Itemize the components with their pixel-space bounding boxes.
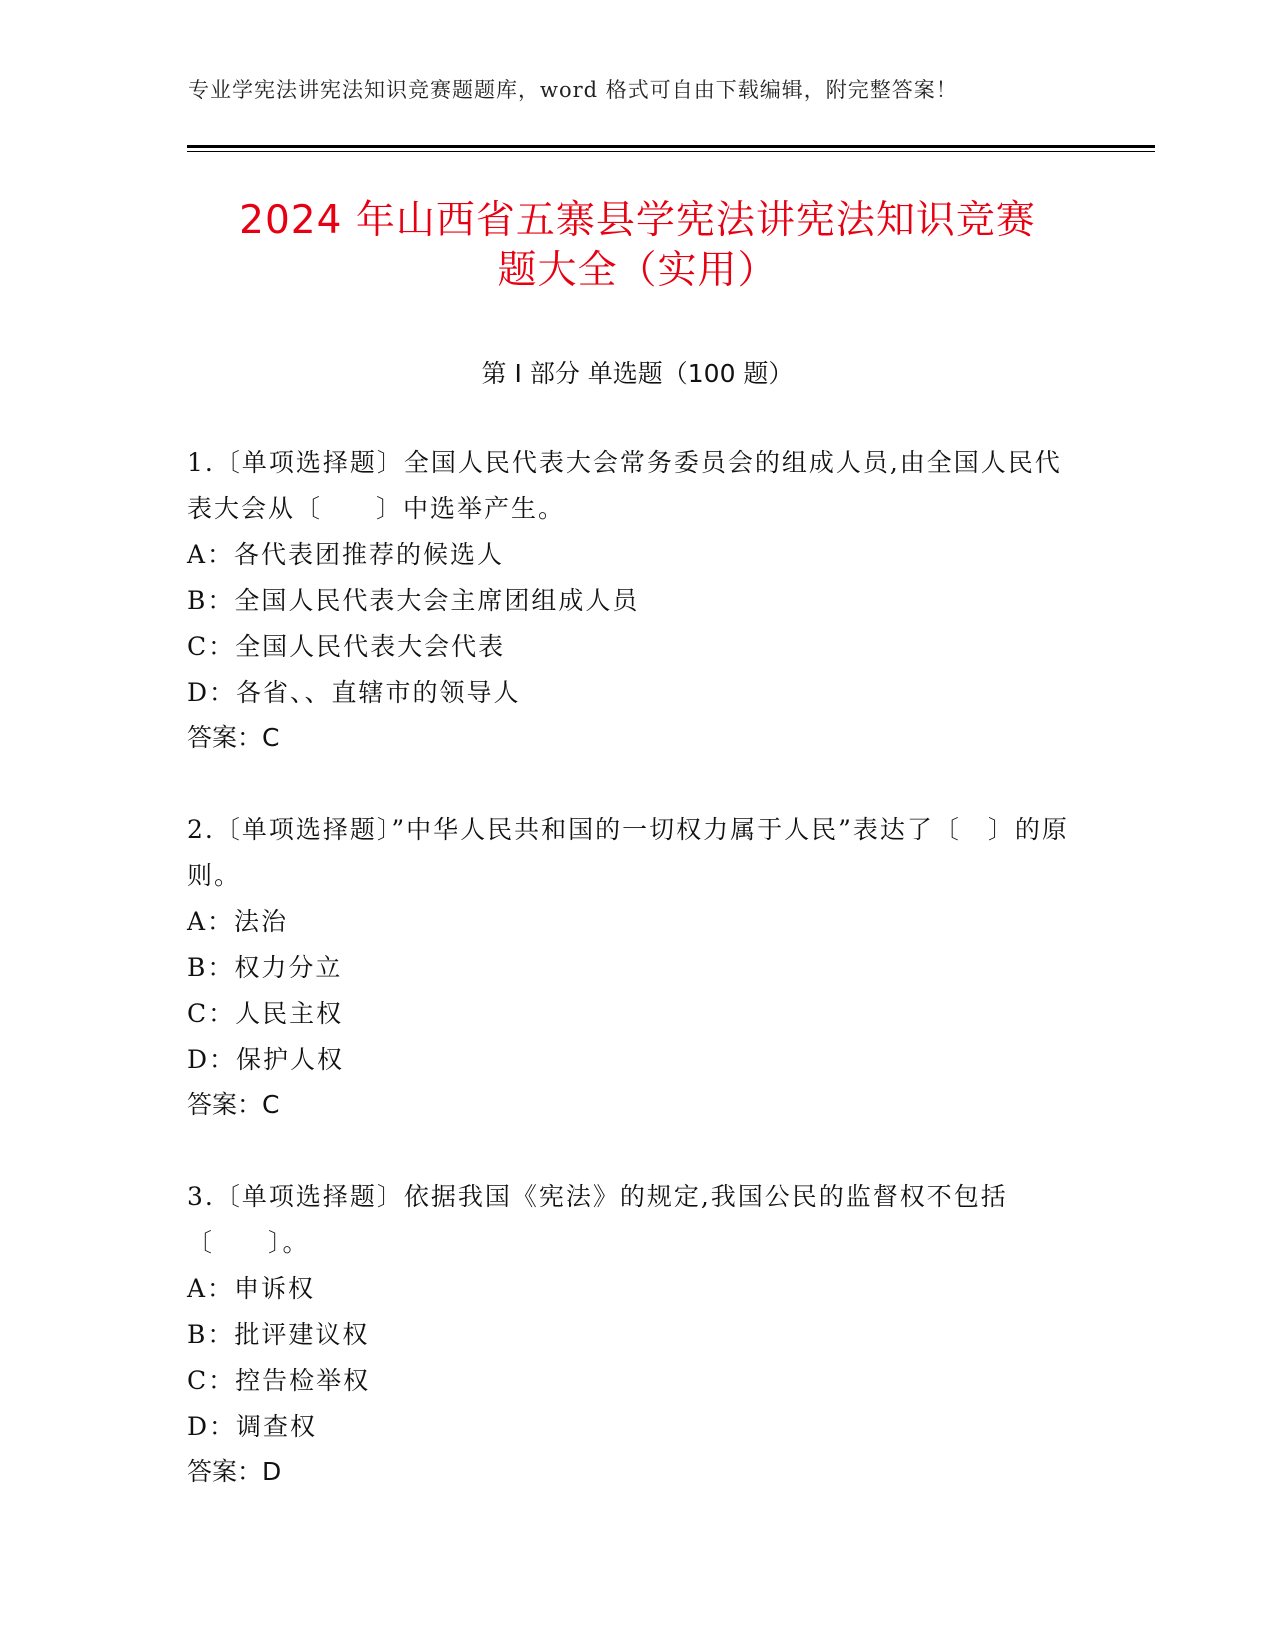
document-title-line-1: 2024 年山西省五寨县学宪法讲宪法知识竞赛	[239, 198, 1036, 243]
header-note: 专业学宪法讲宪法知识竞赛题题库，word 格式可自由下载编辑，附完整答案！	[188, 78, 958, 102]
answer: 答案：C	[187, 1090, 280, 1119]
question-stem: 3.〔单项选择题〕依据我国《宪法》的规定,我国公民的监督权不包括〔 〕。	[187, 1182, 1008, 1257]
option-d: D：各省、、直辖市的领导人	[187, 678, 521, 707]
option-a: A：法治	[187, 907, 289, 936]
option-d: D：调查权	[187, 1412, 318, 1441]
question-1	[187, 440, 1087, 760]
option-d: D：保护人权	[187, 1045, 345, 1074]
option-a: A：各代表团推荐的候选人	[187, 540, 505, 569]
question-3	[187, 1174, 1087, 1494]
option-b: B：全国人民代表大会主席团组成人员	[187, 586, 640, 615]
option-b: B：权力分立	[187, 953, 343, 982]
document-title-line-2: 题大全（实用）	[497, 248, 778, 293]
option-a: A：申诉权	[187, 1274, 316, 1303]
option-c: C：全国人民代表大会代表	[187, 632, 506, 661]
document-title	[140, 196, 1135, 296]
section-heading: 第 I 部分 单选题（100 题）	[481, 359, 794, 388]
option-c: C：控告检举权	[187, 1366, 371, 1395]
question-stem: 1.〔单项选择题〕全国人民代表大会常务委员会的组成人员,由全国人民代表大会从〔 〕中选举产生。	[187, 448, 1062, 523]
option-b: B：批评建议权	[187, 1320, 370, 1349]
header-rule-thick	[187, 145, 1155, 148]
option-c: C：人民主权	[187, 999, 344, 1028]
question-stem: 2.〔单项选择题〕”中华人民共和国的一切权力属于人民”表达了〔 〕的原则。	[187, 815, 1069, 890]
header-rule-thin	[187, 151, 1155, 152]
answer: 答案：C	[187, 723, 280, 752]
answer: 答案：D	[187, 1457, 282, 1486]
question-list	[187, 440, 1087, 1541]
question-2	[187, 807, 1087, 1127]
